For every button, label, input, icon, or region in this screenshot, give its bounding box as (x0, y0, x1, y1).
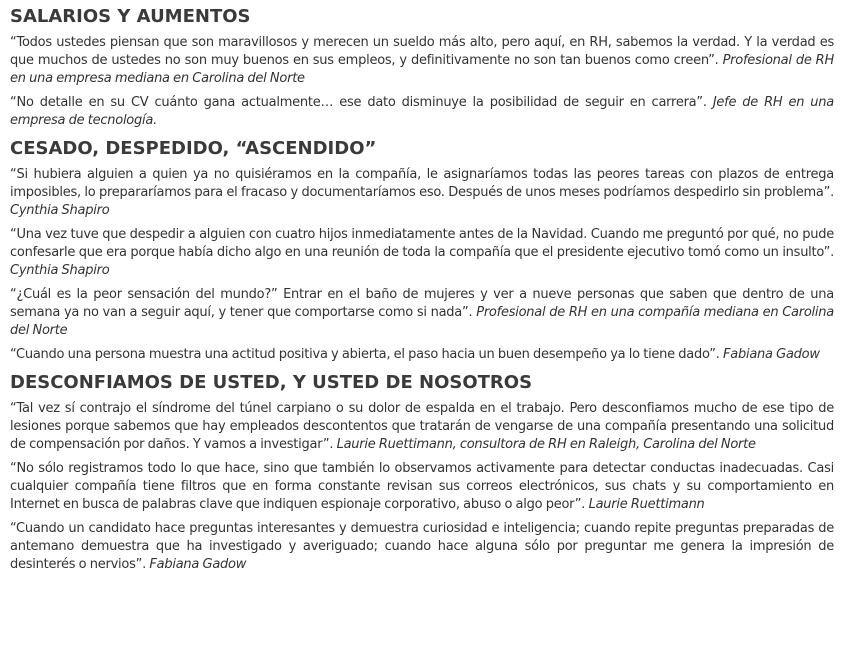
section-heading: CESADO, DESPEDIDO, “ASCENDIDO” (10, 138, 377, 159)
quote-attribution: Fabiana Gadow (723, 347, 820, 362)
section-heading: DESCONFIAMOS DE USTED, Y USTED DE NOSOTROS (10, 372, 533, 393)
quote-paragraph (10, 346, 834, 364)
quote-paragraph (10, 400, 834, 454)
quote-attribution: Profesional de RH en una empresa mediana en Carolina del Norte (10, 53, 834, 86)
section-desconfiamos (10, 370, 834, 574)
quote-attribution: Cynthia Shapiro (10, 263, 110, 278)
quote-paragraph (10, 226, 834, 280)
quote-text: “Si hubiera alguien a quien ya no quisiéramos en la compañía, le asignaríamos todas las peores tareas con plazos de entrega imposibles, lo prepararíamos para el fracaso y documentaríamos eso. Después de unos meses podríamos despedirlo sin problema”. (10, 167, 834, 200)
quote-attribution: Profesional de RH en una compañía mediana en Carolina del Norte (10, 305, 834, 338)
section-salarios (10, 4, 834, 130)
quote-attribution: Jefe de RH en una empresa de tecnología. (10, 95, 834, 128)
quote-paragraph (10, 94, 834, 130)
quote-paragraph (10, 460, 834, 514)
quote-attribution: Laurie Ruettimann (588, 497, 705, 512)
section-heading: SALARIOS Y AUMENTOS (10, 6, 251, 27)
section-cesado (10, 136, 834, 364)
quote-text: “Cuando una persona muestra una actitud positiva y abierta, el paso hacia un buen desempeño ya lo tiene dado”. (10, 347, 720, 362)
quote-text: “¿Cuál es la peor sensación del mundo?” Entrar en el baño de mujeres y ver a nueve personas que saben que dentro de una semana ya no van a seguir aquí, y tener que comportarse como si nada”. (10, 287, 834, 320)
quote-text: “No sólo registramos todo lo que hace, sino que también lo observamos activamente para detectar conductas inadecuadas. Casi cualquier compañía tiene filtros que en forma constante revisan sus correos electrónicos, sus chats y su comportamiento en Internet en busca de palabras clave que indiquen espionaje corporativo, abuso o algo peor”. (10, 461, 834, 512)
quote-paragraph (10, 520, 834, 574)
quote-text: “Una vez tuve que despedir a alguien con cuatro hijos inmediatamente antes de la Navidad. Cuando me preguntó por qué, no pude confesarle que era porque había dicho algo en una reunión de toda la compañía que el presidente ejecutivo tomó como un insulto”. (10, 227, 834, 260)
quote-text: “Todos ustedes piensan que son maravillosos y merecen un sueldo más alto, pero aquí, en RH, sabemos la verdad. Y la verdad es que muchos de ustedes no son muy buenos en sus empleos, y definitivamente no son tan buenos como creen”. (10, 35, 834, 68)
quote-attribution: Fabiana Gadow (149, 557, 247, 572)
quote-attribution: Cynthia Shapiro (10, 203, 110, 218)
quote-paragraph (10, 286, 834, 340)
quote-paragraph (10, 166, 834, 220)
quote-text: “Tal vez sí contrajo el síndrome del túnel carpiano o su dolor de espalda en el trabajo. Pero desconfiamos mucho de ese tipo de lesiones porque sabemos que hay empleados descontentos que tratarán de vengarse de una compañía presentando una solicitud de compensación por daños. Y vamos a investigar”. (10, 401, 834, 452)
quote-text: “No detalle en su CV cuánto gana actualmente… ese dato disminuye la posibilidad de seguir en carrera”. (10, 95, 707, 110)
quote-text: “Cuando un candidato hace preguntas interesantes y demuestra curiosidad e inteligencia; cuando repite preguntas preparadas de antemano demuestra que ha investigado y averiguado; cuando hace alguna sólo por preguntar me genera la impresión de desinterés o nervios”. (10, 521, 834, 572)
quote-paragraph (10, 34, 834, 88)
quote-attribution: Laurie Ruettimann, consultora de RH en Raleigh, Carolina del Norte (336, 437, 756, 452)
